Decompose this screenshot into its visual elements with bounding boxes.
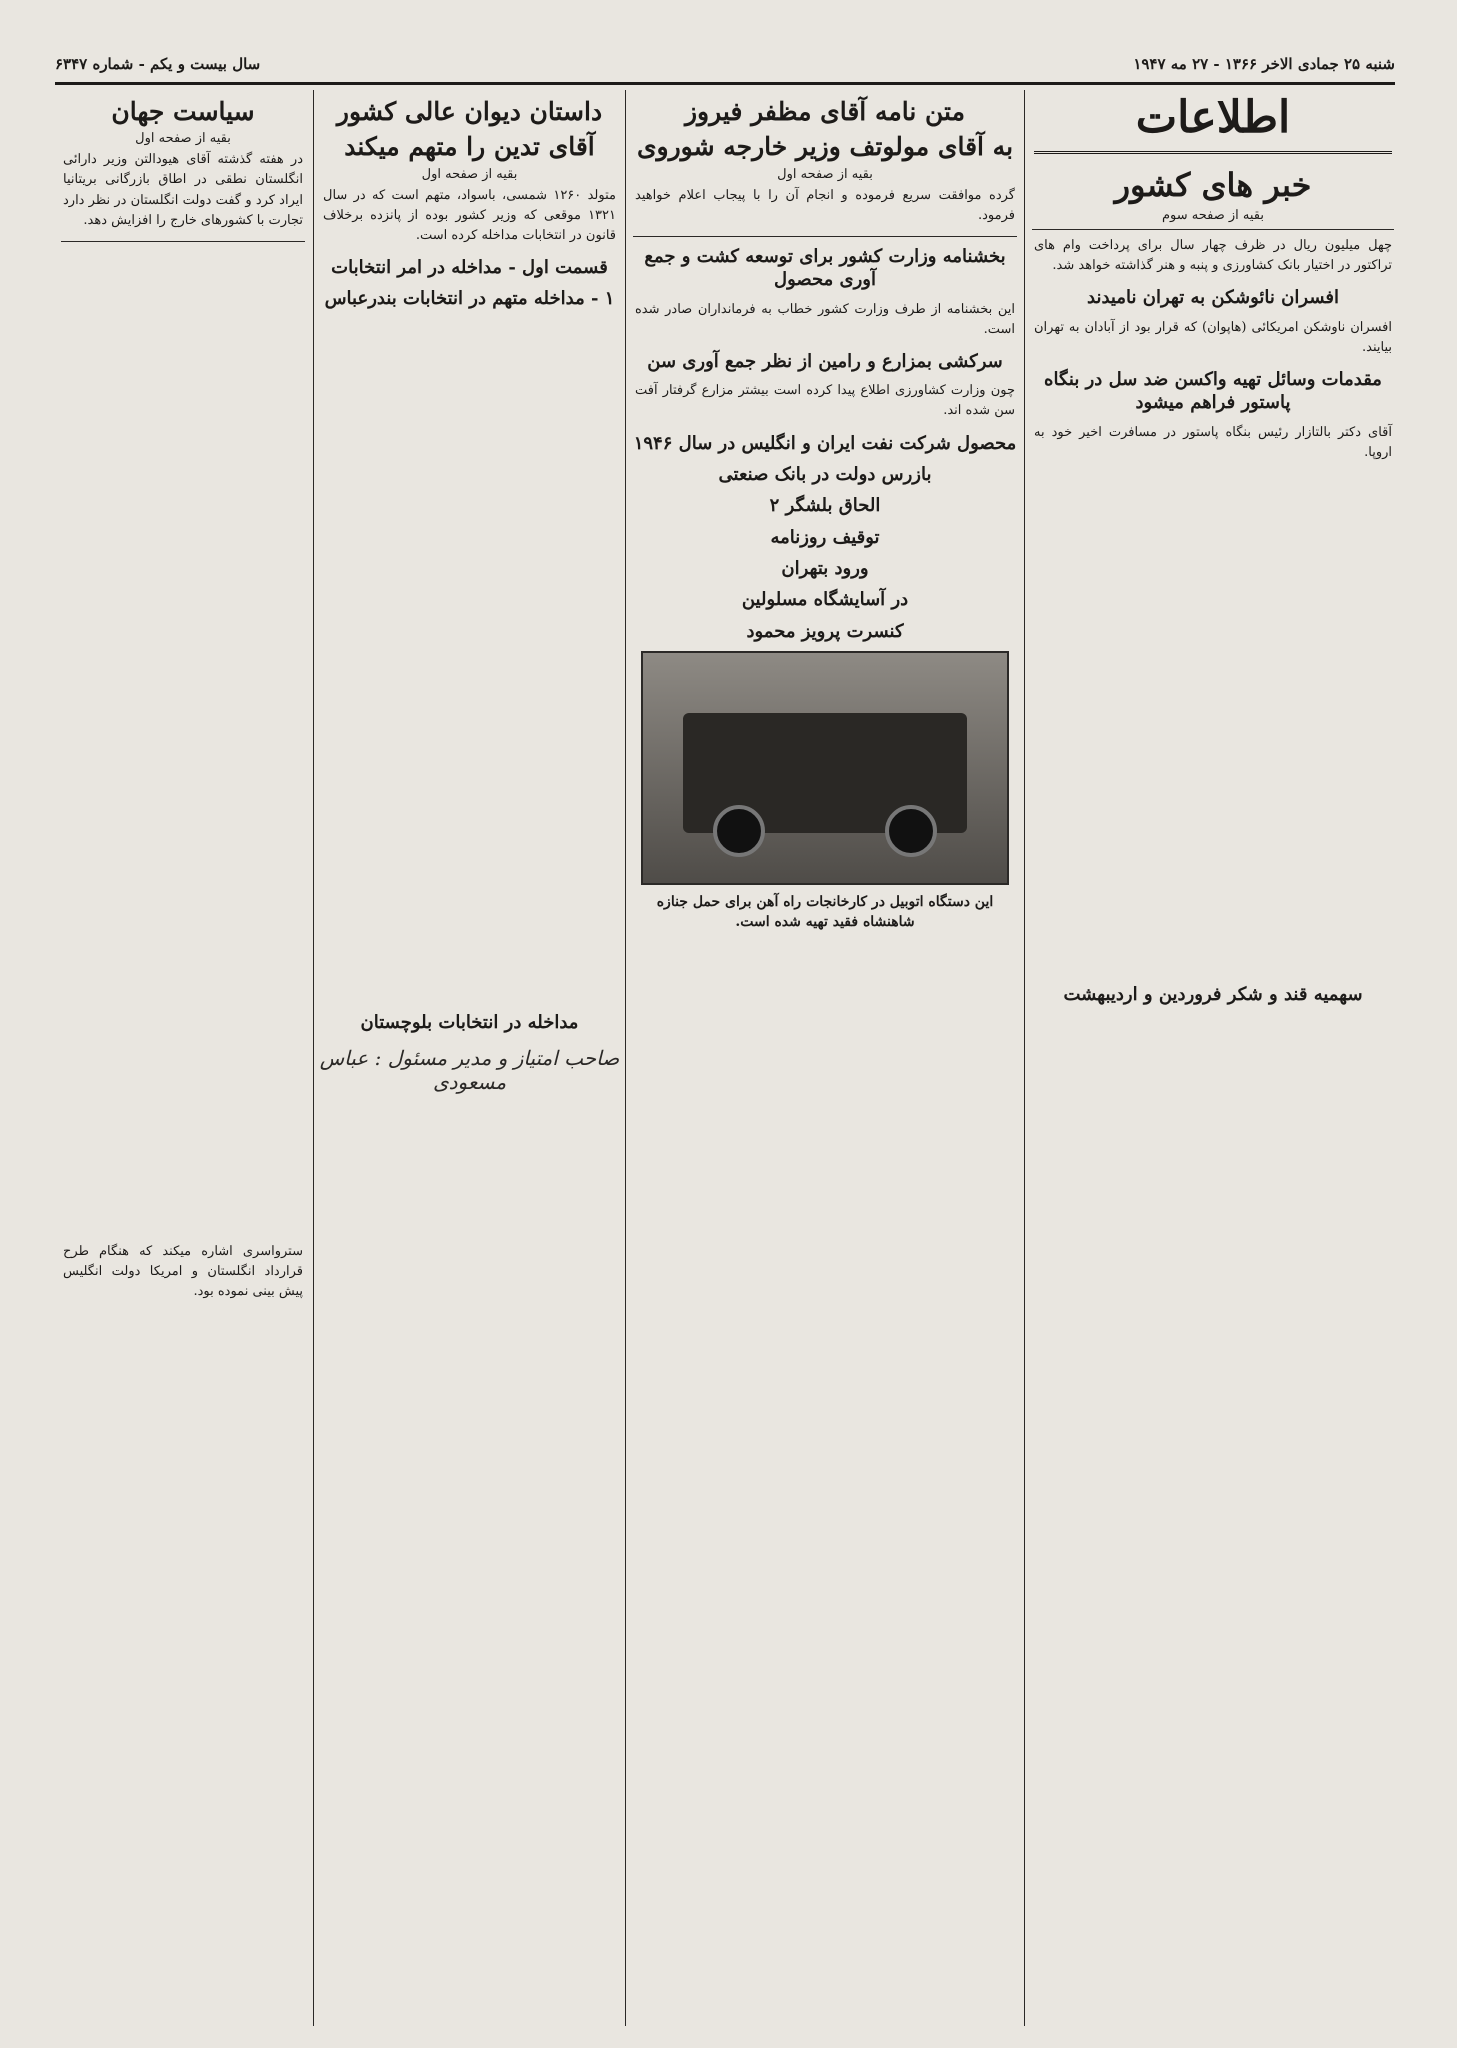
headline: سیاست جهان [111, 97, 255, 126]
wheel [713, 805, 765, 857]
wheel [885, 805, 937, 857]
photo-caption: این دستگاه اتوبیل در کارخانجات راه آهن برای حمل جنازه شاهنشاه فقید تهیه شده است. [656, 894, 994, 930]
news-heading: محصول شرکت نفت ایران و انگلیس در سال ۱۹۴۶ [633, 432, 1017, 454]
news-body: افسران ناوشکن امریکائی (هاپوان) که قرار بود از آبادان به تهران بیایند. [1034, 319, 1392, 355]
news-heading: در آسایشگاه مسلولین [741, 589, 909, 611]
news-body: چهل میلیون ریال در ظرف چهار سال برای پرداخت وام های تراکتور در اختیار بانک کشاورزی و پنبه و هنر گذاشته خواهد شد. [1034, 238, 1392, 274]
article-heading: مداخله در انتخابات بلوچستان [360, 1011, 579, 1033]
news-heading: کنسرت پرویز محمود [746, 620, 904, 642]
column-domestic-news [1026, 92, 1400, 2026]
article-body: در هفته گذشته آقای هیودالتن وزیر دارائی انگلستان نطقی در اطاق بازرگانی بریتانیا ایراد کرد و گفت دولت انگلستان در نظر دارد تجارت با کشورهای خارج را افزایش دهد. [63, 152, 303, 228]
news-heading: سرکشی بمزارع و رامین از نظر جمع آوری سن [647, 350, 1003, 372]
news-body: چون وزارت کشاورزی اطلاع پیدا کرده است بیشتر مزارع گرفتار آفت سن شده اند. [635, 383, 1015, 419]
issue-date: شنبه ۲۵ جمادی الاخر ۱۳۶۶ - ۲۷ مه ۱۹۴۷ [1133, 55, 1395, 73]
news-heading: بخشنامه وزارت کشور برای توسعه کشت و جمع آوری محصول [644, 245, 1006, 291]
headline: آقای تدین را متهم میکند [344, 132, 595, 162]
news-heading: مقدمات وسائل تهیه واکسن ضد سل در بنگاه پاستور فراهم میشود [1044, 368, 1382, 414]
news-heading: الحاق بلشگر ۲ [769, 495, 881, 517]
masthead [55, 52, 1395, 85]
funeral-car-photo [641, 651, 1009, 885]
column-tadayyon-case [315, 92, 624, 2026]
article-body: سترواسری اشاره میکند که هنگام طرح قرارداد انگلستان و امریکا دولت انگلیس پیش بینی نموده بود. [63, 1243, 303, 1300]
news-heading: افسران نائوشکن به تهران نامیدند [1087, 287, 1339, 309]
issue-number: سال بیست و یکم - شماره ۶۳۴۷ [55, 55, 261, 73]
news-heading: بازرس دولت در بانک صنعتی [718, 463, 932, 485]
publisher-signature: صاحب امتیاز و مدیر مسئول : عباس مسعودی [319, 1046, 620, 1095]
subtitle: بقیه از صفحه اول [421, 166, 518, 182]
headline: متن نامه آقای مظفر فیروز [684, 97, 965, 126]
column-firuz-letter [627, 92, 1023, 2026]
headline: داستان دیوان عالی کشور [336, 97, 603, 126]
article-heading: ۱ - مداخله متهم در انتخابات بندرعباس [324, 288, 615, 310]
news-heading: توقیف روزنامه [770, 526, 880, 548]
divider [633, 236, 1017, 237]
column-rule [313, 90, 314, 2026]
news-body: آقای دکتر بالتازار رئیس بنگاه پاستور در مسافرت اخیر خود به اروپا. [1034, 424, 1392, 460]
section-title: خبر های کشور [1114, 166, 1312, 204]
subtitle: بقیه از صفحه اول [135, 131, 231, 147]
letter-body: گرده موافقت سریع فرموده و انجام آن را با پیجاب اعلام خواهید فرمود. [635, 187, 1015, 223]
article-heading: قسمت اول - مداخله در امر انتخابات [331, 256, 608, 278]
headline: به آقای مولوتف وزیر خارجه شوروی [636, 132, 1014, 162]
divider [1032, 229, 1394, 230]
column-rule [625, 90, 626, 2026]
section-subtitle: بقیه از صفحه سوم [1161, 208, 1264, 223]
column-rule [1024, 90, 1025, 2026]
news-body: این بخشنامه از طرف وزارت کشور خطاب به فرمانداران صادر شده است. [635, 301, 1015, 337]
news-heading: سهمیه قند و شکر فروردین و اردیبهشت [1063, 984, 1363, 1006]
divider [61, 241, 305, 242]
column-world-politics [55, 92, 311, 2026]
news-heading: ورود بتهران [781, 558, 869, 580]
article-body: متولد ۱۲۶۰ شمسی، باسواد، متهم است که در سال ۱۳۲۱ موقعی که وزیر کشور بوده از پانزده برخلاف قانون در انتخابات مداخله کرده است. [323, 187, 616, 243]
subtitle: بقیه از صفحه اول [777, 166, 873, 182]
newspaper-logo: اطلاعات [1034, 92, 1392, 154]
